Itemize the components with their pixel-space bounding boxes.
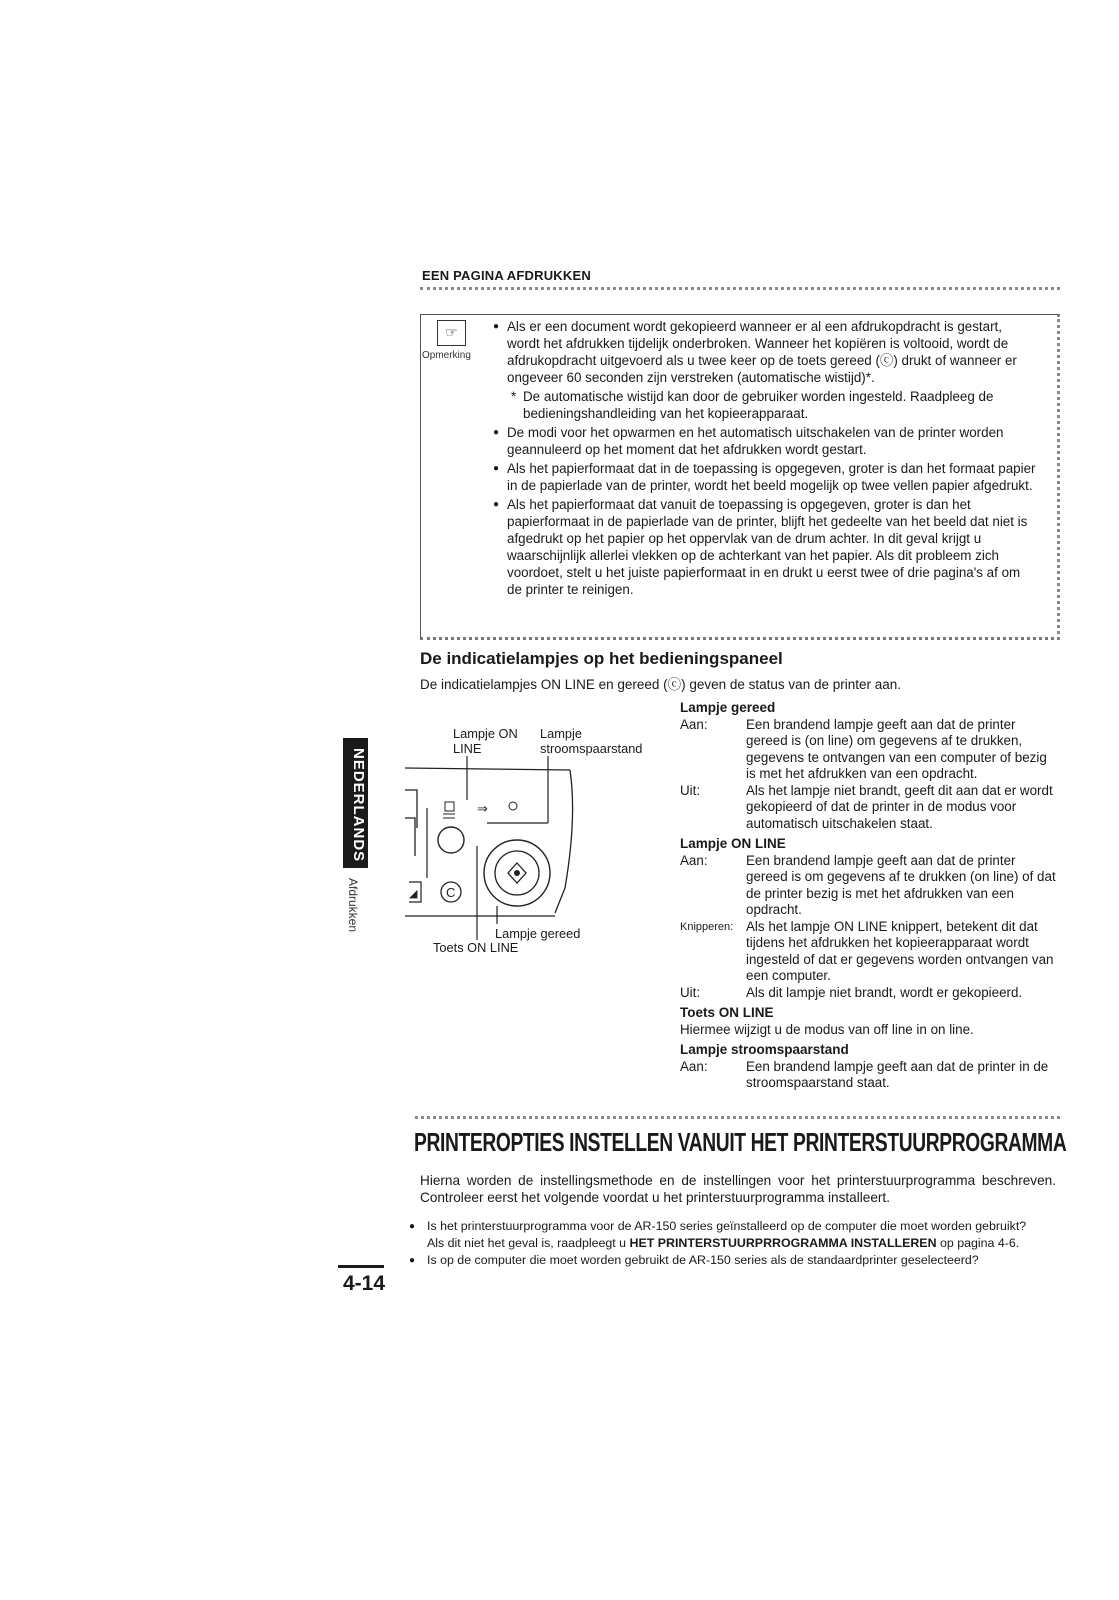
options-paragraph: Hierna worden de instellingsmethode en de instellingen voor het printerstuurprogramma beschreven. Controleer eerst het volgende voordat u het printerstuurprogramma installeert. xyxy=(420,1173,1056,1205)
online-on-row xyxy=(680,853,1056,919)
online-on-label: Aan: xyxy=(680,852,708,868)
saver-on-text: Een brandend lampje geeft aan dat de printer in de stroomspaarstand staat. xyxy=(746,1058,1049,1090)
install-reference: HET PRINTERSTUURPRROGRAMMA INSTALLEREN xyxy=(629,1236,937,1250)
options-bullet: ● Is op de computer die moet worden gebruikt de AR-150 series als de standaardprinter geselecteerd? xyxy=(409,1252,1069,1269)
online-off-text: Als dit lampje niet brandt, wordt er gekopieerd. xyxy=(746,984,1023,1000)
section-tab-label: Afdrukken xyxy=(346,878,360,933)
note-bullet: ● Als het papierformaat dat vanuit de toepassing is opgegeven, groter is dan het papierformaat in de papierlade van de printer, blijft het gedeelte van het beeld dat niet is afgedrukt op het papier op het oppervlak van de drum achter. In dit geval krijgt u waarschijnlijk allerlei vlekken op de achterkant van het papier. Als dit probleem zich voordoet, stelt u het juiste papierformaat in en drukt u eerst twee of drie pagina's af om de printer te reinigen. xyxy=(493,496,1038,598)
dotted-divider xyxy=(415,1116,1060,1119)
note-bullet: ● De modi voor het opwarmen en het automatisch uitschakelen van de printer worden geannuleerd op het moment dat het afdrukken wordt gestart. xyxy=(493,424,1038,458)
page-number-rule xyxy=(338,1265,384,1268)
online-key-text: Hiermee wijzigt u de modus van off line in on line. xyxy=(680,1021,974,1037)
note-bullet: ● Als er een document wordt gekopieerd wanneer er al een afdrukopdracht is gestart, wordt het afdrukken tijdelijk onderbroken. Wanneer het kopiëren is voltooid, wordt de afdrukopdracht uitgevoerd als u twee keer op de toets gereed (ⓒ) drukt of wanneer er ongeveer 60 seconden zijn verstreken (automatische wistijd)*. xyxy=(493,318,1038,386)
label-saver-lamp-2: stroomspaarstand xyxy=(540,741,643,756)
online-lamp-title: Lampje ON LINE xyxy=(680,836,786,851)
ready-lamp-title: Lampje gereed xyxy=(680,700,776,715)
options-heading: PRINTEROPTIES INSTELLEN VANUIT HET PRINTERSTUURPROGRAMMA xyxy=(414,1127,1067,1157)
saver-lamp-title: Lampje stroomspaarstand xyxy=(680,1042,849,1057)
online-off-label: Uit: xyxy=(680,984,701,1000)
label-ready-lamp: Lampje gereed xyxy=(495,926,581,941)
key-c-label: C xyxy=(446,885,456,900)
indicator-heading: De indicatielampjes op het bedieningspaneel xyxy=(420,649,783,668)
control-panel-diagram xyxy=(405,728,665,968)
ready-on-row xyxy=(680,717,1056,783)
page-number: 4-14 xyxy=(343,1272,386,1295)
options-bullet-continuation xyxy=(409,1235,1069,1252)
note-footnote: * De automatische wistijd kan door de gebruiker worden ingesteld. Raadpleeg de bedieningshandleiding van het kopieerapparaat. xyxy=(493,388,1038,422)
label-online-lamp-2: LINE xyxy=(453,741,482,756)
pointing-hand-icon: ☞ xyxy=(437,320,466,346)
ready-on-label: Aan: xyxy=(680,716,708,732)
lamp-descriptions xyxy=(680,696,1056,1092)
ready-off-text: Als het lampje niet brandt, geeft dit aan dat er wordt gekopieerd of dat de printer in de modus voor automatisch uitschakelen staat. xyxy=(746,782,1053,831)
svg-text:⇒: ⇒ xyxy=(477,801,488,816)
note-label: Opmerking xyxy=(422,350,471,361)
online-blink-row xyxy=(680,919,1056,985)
online-on-text: Een brandend lampje geeft aan dat de printer gereed is om gegevens af te drukken (on line) of dat de printer bezig is met het afdrukken van een opdracht. xyxy=(746,852,1056,917)
label-online-lamp-1: Lampje ON xyxy=(453,728,518,741)
online-blink-text: Als het lampje ON LINE knippert, betekent dit dat tijdens het afdrukken het kopieerapparaat wordt ingesteld of dat er gegevens worden ontvangen van een computer. xyxy=(746,918,1054,983)
saver-on-label: Aan: xyxy=(680,1058,708,1074)
label-saver-lamp-1: Lampje xyxy=(540,728,582,741)
note-text xyxy=(493,318,1038,600)
options-bullets xyxy=(409,1218,1069,1269)
continuation-page: op pagina 4-6. xyxy=(936,1236,1020,1250)
section-header: EEN PAGINA AFDRUKKEN xyxy=(422,268,591,283)
online-blink-label: Knipperen: xyxy=(680,920,734,933)
online-key-title: Toets ON LINE xyxy=(680,1005,774,1020)
saver-on-row xyxy=(680,1059,1056,1092)
label-online-key: Toets ON LINE xyxy=(433,940,519,955)
online-off-row xyxy=(680,985,1056,1002)
continuation-text: Als dit niet het geval is, raadpleegt u xyxy=(427,1236,630,1250)
ready-on-text: Een brandend lampje geeft aan dat de printer gereed is (on line) om gegevens af te drukken, gegevens te ontvangen van een computer of bezig is met het afdrukken van een opdracht. xyxy=(746,716,1047,781)
indicator-intro: De indicatielampjes ON LINE en gereed (ⓒ) geven de status van de printer aan. xyxy=(420,677,902,692)
language-tab-label: NEDERLANDS xyxy=(350,747,367,863)
ready-off-label: Uit: xyxy=(680,782,701,798)
svg-text:◢: ◢ xyxy=(409,888,418,900)
ready-off-row xyxy=(680,783,1056,833)
note-bullet: ● Als het papierformaat dat in de toepassing is opgegeven, groter is dan het formaat papier in de papierlade van de printer, wordt het beeld mogelijk op twee vellen papier afgedrukt. xyxy=(493,460,1038,494)
dotted-divider xyxy=(420,287,1060,290)
options-bullet: ● Is het printerstuurprogramma voor de AR-150 series geïnstalleerd op de computer die moet worden gebruikt? xyxy=(409,1218,1069,1235)
